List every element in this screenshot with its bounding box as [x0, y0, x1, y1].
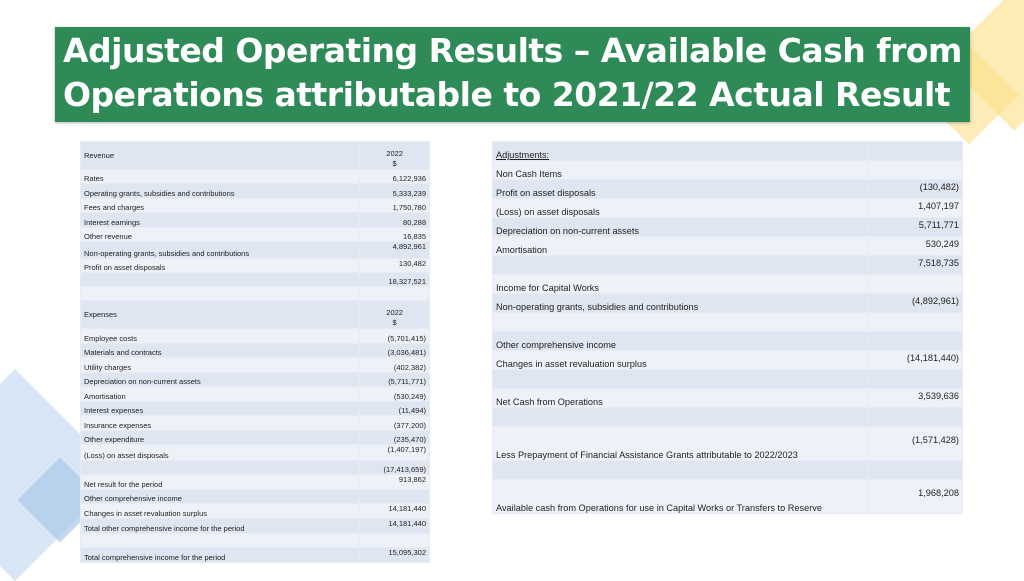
- empty-cell: [868, 161, 963, 180]
- total-oci-row: [81, 519, 430, 534]
- row-label: Changes in asset revaluation surplus: [493, 351, 868, 370]
- empty-cell: [868, 275, 963, 294]
- empty-cell: [868, 142, 963, 161]
- non-cash-row: [493, 161, 963, 180]
- row-label: Changes in asset revaluation surplus: [81, 504, 360, 519]
- non-cash-total: 7,518,735: [868, 256, 963, 275]
- row-value: (11,494): [360, 402, 430, 416]
- table-row: [493, 237, 963, 256]
- operating-statement-table: [80, 141, 430, 563]
- year-header: [360, 142, 430, 170]
- row-label: Non-operating grants, subsidies and contributions: [493, 294, 868, 313]
- row-value: (5,711,771): [360, 373, 430, 387]
- row-label: Non-operating grants, subsidies and contributions: [81, 242, 360, 259]
- spacer-row: [493, 313, 963, 332]
- row-label: Employee costs: [81, 329, 360, 344]
- adjustments-table: [492, 141, 963, 514]
- table-row: [81, 445, 430, 461]
- adjustments-label: [493, 142, 868, 161]
- empty-cell: [493, 313, 868, 332]
- expenses-total: (17,413,659): [360, 461, 430, 475]
- empty-cell: [493, 461, 868, 480]
- net-cash-row: [493, 389, 963, 408]
- non-cash-label: Non Cash Items: [493, 161, 868, 180]
- row-value: 5,711,771: [868, 218, 963, 237]
- row-value: (1,407,197): [360, 445, 430, 461]
- table-row: [81, 228, 430, 242]
- net-result-label: Net result for the period: [81, 475, 360, 490]
- table-row: [81, 431, 430, 445]
- row-value: 130,482: [360, 259, 430, 273]
- revenue-total-row: [81, 273, 430, 287]
- expenses-total-row: [81, 461, 430, 475]
- empty-cell: [360, 287, 430, 301]
- spacer-row: [493, 461, 963, 480]
- available-cash-label: Available cash from Operations for use in Capital Works or Transfers to Reserve: [493, 480, 868, 514]
- empty-cell: [493, 256, 868, 275]
- table-row: [81, 358, 430, 373]
- empty-cell: [868, 370, 963, 389]
- title-banner: [55, 27, 970, 122]
- oci-row: [493, 332, 963, 351]
- non-cash-total-row: [493, 256, 963, 275]
- unit-label: $: [392, 318, 397, 327]
- expenses-header-row: [81, 301, 430, 329]
- table-row: [81, 329, 430, 344]
- spacer-row: [493, 370, 963, 389]
- year-header: [360, 301, 430, 329]
- table-row: [493, 180, 963, 199]
- table-row: [81, 387, 430, 402]
- available-cash-value: 1,968,208: [868, 480, 963, 514]
- empty-cell: [868, 313, 963, 332]
- empty-cell: [360, 490, 430, 504]
- table-row: [81, 170, 430, 184]
- row-label: Interest earnings: [81, 213, 360, 228]
- empty-cell: [868, 408, 963, 427]
- spacer-row: [81, 287, 430, 301]
- row-label: Rates: [81, 170, 360, 184]
- spacer-row: [81, 534, 430, 548]
- row-label: Fees and charges: [81, 199, 360, 213]
- table-row: [81, 344, 430, 358]
- empty-cell: [493, 408, 868, 427]
- row-value: 530,249: [868, 237, 963, 256]
- year-label: 2022: [386, 308, 403, 317]
- empty-cell: [868, 461, 963, 480]
- capital-works-label: Income for Capital Works: [493, 275, 868, 294]
- row-value: (402,382): [360, 358, 430, 373]
- prepayment-label: Less Prepayment of Financial Assistance Grants attributable to 2022/2023: [493, 427, 868, 461]
- row-label: Other expenditure: [81, 431, 360, 445]
- empty-cell: [81, 461, 360, 475]
- unit-label: $: [392, 159, 397, 168]
- prepayment-row: [493, 427, 963, 461]
- empty-cell: [81, 534, 360, 548]
- row-value: 14,181,440: [360, 519, 430, 534]
- row-value: (14,181,440): [868, 351, 963, 370]
- revenue-header-row: [81, 142, 430, 170]
- row-value: 6,122,936: [360, 170, 430, 184]
- year-label: 2022: [386, 149, 403, 158]
- row-label: Other revenue: [81, 228, 360, 242]
- row-value: 16,835: [360, 228, 430, 242]
- net-cash-value: 3,539,636: [868, 389, 963, 408]
- row-value: 1,750,780: [360, 199, 430, 213]
- oci-label: Other comprehensive income: [493, 332, 868, 351]
- row-value: (377,200): [360, 416, 430, 431]
- row-value: (530,249): [360, 387, 430, 402]
- empty-cell: [81, 287, 360, 301]
- revenue-label: Revenue: [81, 142, 360, 170]
- row-value: (5,701,415): [360, 329, 430, 344]
- net-result-row: [81, 475, 430, 490]
- row-label: Profit on asset disposals: [81, 259, 360, 273]
- available-cash-row: [493, 480, 963, 514]
- table-row: [81, 259, 430, 273]
- capital-works-row: [493, 275, 963, 294]
- adjustments-header-row: [493, 142, 963, 161]
- table-row: [493, 199, 963, 218]
- total-ci-row: [81, 548, 430, 563]
- row-value: 80,288: [360, 213, 430, 228]
- net-cash-label: Net Cash from Operations: [493, 389, 868, 408]
- row-label: Materials and contracts: [81, 344, 360, 358]
- row-value: (235,470): [360, 431, 430, 445]
- table-row: [81, 402, 430, 416]
- table-row: [493, 294, 963, 313]
- row-label: Total comprehensive income for the period: [81, 548, 360, 563]
- spacer-row: [493, 408, 963, 427]
- table-row: [81, 416, 430, 431]
- row-value: (130,482): [868, 180, 963, 199]
- row-value: 5,333,239: [360, 184, 430, 199]
- row-value: 1,407,197: [868, 199, 963, 218]
- table-row: [81, 242, 430, 259]
- row-value: (3,036,481): [360, 344, 430, 358]
- oci-row: [81, 490, 430, 504]
- page-title: Adjusted Operating Results – Available Cash from Operations attributable to 2021/22 Actual Result: [63, 31, 962, 114]
- row-label: Amortisation: [493, 237, 868, 256]
- row-label: Insurance expenses: [81, 416, 360, 431]
- empty-cell: [81, 273, 360, 287]
- row-value: 15,095,302: [360, 548, 430, 563]
- row-label: Amortisation: [81, 387, 360, 402]
- row-label: Depreciation on non-current assets: [493, 218, 868, 237]
- row-label: Utility charges: [81, 358, 360, 373]
- row-value: (4,892,961): [868, 294, 963, 313]
- row-label: Depreciation on non-current assets: [81, 373, 360, 387]
- row-label: Operating grants, subsidies and contributions: [81, 184, 360, 199]
- empty-cell: [360, 534, 430, 548]
- table-row: [81, 373, 430, 387]
- empty-cell: [868, 332, 963, 351]
- row-label: Interest expenses: [81, 402, 360, 416]
- row-value: 4,892,961: [360, 242, 430, 259]
- expenses-label: Expenses: [81, 301, 360, 329]
- adjustments-heading: Adjustments:: [496, 150, 550, 160]
- empty-cell: [493, 370, 868, 389]
- table-row: [81, 199, 430, 213]
- row-label: (Loss) on asset disposals: [81, 445, 360, 461]
- oci-label: Other comprehensive income: [81, 490, 360, 504]
- row-label: Total other comprehensive income for the period: [81, 519, 360, 534]
- prepayment-value: (1,571,428): [868, 427, 963, 461]
- row-label: Profit on asset disposals: [493, 180, 868, 199]
- table-row: [493, 218, 963, 237]
- row-value: 14,181,440: [360, 504, 430, 519]
- table-row: [493, 351, 963, 370]
- revenue-total: 18,327,521: [360, 273, 430, 287]
- table-row: [81, 184, 430, 199]
- table-row: [81, 213, 430, 228]
- net-result-value: 913,862: [360, 475, 430, 490]
- revaluation-row: [81, 504, 430, 519]
- row-label: (Loss) on asset disposals: [493, 199, 868, 218]
